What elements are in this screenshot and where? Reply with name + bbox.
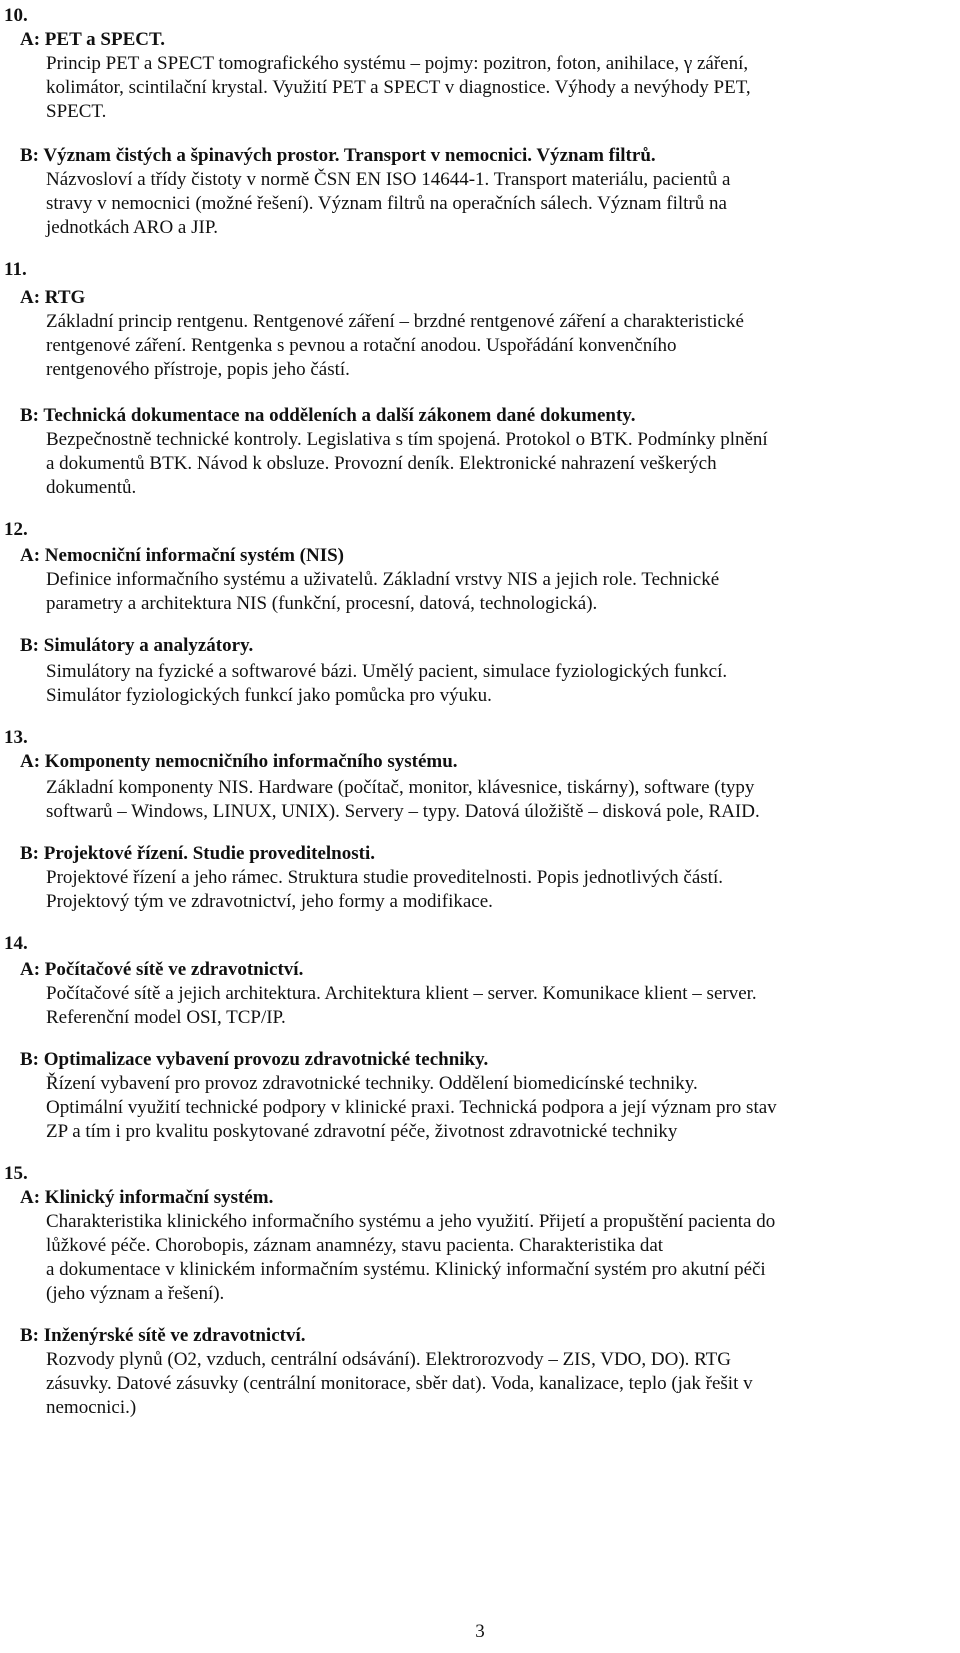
text-line: softwarů – Windows, LINUX, UNIX). Servery – typy. Datová úložiště – disková pole, RAID. <box>46 801 760 822</box>
text-line: jednotkách ARO a JIP. <box>46 217 219 238</box>
text-line: Optimální využití technické podpory v klinické praxi. Technická podpora a její význam pro stav <box>46 1097 777 1118</box>
text-line: Názvosloví a třídy čistoty v normě ČSN EN ISO 14644-1. Transport materiálu, pacientů a <box>46 169 731 190</box>
page-number: 3 <box>475 1621 485 1642</box>
text-line: Základní princip rentgenu. Rentgenové záření – brzdné rentgenové záření a charakteristické <box>46 311 744 332</box>
text-line: Referenční model OSI, TCP/IP. <box>46 1007 286 1028</box>
topic-heading: B: Optimalizace vybavení provozu zdravotnické techniky. <box>20 1049 489 1070</box>
text-line: Charakteristika klinického informačního systému a jeho využití. Přijetí a propuštění pacienta do <box>46 1211 776 1232</box>
text-line: rentgenového přístroje, popis jeho částí. <box>46 359 350 380</box>
text-line: Projektové řízení a jeho rámec. Struktura studie proveditelnosti. Popis jednotlivých částí. <box>46 867 723 888</box>
text-line: a dokumentů BTK. Návod k obsluze. Provozní deník. Elektronické nahrazení veškerých <box>46 453 717 474</box>
text-line: Princip PET a SPECT tomografického systému – pojmy: pozitron, foton, anihilace, γ záření, <box>46 53 749 74</box>
section-number: 11. <box>4 259 27 280</box>
topic-heading: B: Technická dokumentace na odděleních a další zákonem dané dokumenty. <box>20 405 636 426</box>
text-line: SPECT. <box>46 101 107 122</box>
text-line: Bezpečnostně technické kontroly. Legislativa s tím spojená. Protokol o BTK. Podmínky plnění <box>46 429 768 450</box>
topic-heading: B: Simulátory a analyzátory. <box>20 635 254 656</box>
text-line: Definice informačního systému a uživatelů. Základní vrstvy NIS a jejich role. Technické <box>46 569 720 590</box>
text-line: a dokumentace v klinickém informačním systému. Klinický informační systém pro akutní péči <box>46 1259 766 1280</box>
text-line: (jeho význam a řešení). <box>46 1283 225 1304</box>
text-line: stravy v nemocnici (možné řešení). Význam filtrů na operačních sálech. Význam filtrů na <box>46 193 727 214</box>
text-line: Řízení vybavení pro provoz zdravotnické techniky. Oddělení biomedicínské techniky. <box>46 1073 698 1094</box>
section-number: 14. <box>4 933 28 954</box>
text-line: ZP a tím i pro kvalitu poskytované zdravotní péče, životnost zdravotnické techniky <box>46 1121 678 1142</box>
topic-heading: A: Počítačové sítě ve zdravotnictví. <box>20 959 304 980</box>
text-line: kolimátor, scintilační krystal. Využití PET a SPECT v diagnostice. Výhody a nevýhody PET, <box>46 77 751 98</box>
topic-heading: B: Projektové řízení. Studie proveditelnosti. <box>20 843 375 864</box>
text-line: Počítačové sítě a jejich architektura. Architektura klient – server. Komunikace klient – server. <box>46 983 757 1004</box>
text-line: parametry a architektura NIS (funkční, procesní, datová, technologická). <box>46 593 598 614</box>
text-line: nemocnici.) <box>46 1397 137 1418</box>
topic-heading: B: Význam čistých a špinavých prostor. Transport v nemocnici. Význam filtrů. <box>20 145 656 166</box>
text-line: rentgenové záření. Rentgenka s pevnou a rotační anodou. Uspořádání konvenčního <box>46 335 677 356</box>
text-line: Základní komponenty NIS. Hardware (počítač, monitor, klávesnice, tiskárny), software (typy <box>46 777 755 798</box>
section-number: 10. <box>4 5 28 26</box>
topic-heading: A: Klinický informační systém. <box>20 1187 274 1208</box>
section-number: 12. <box>4 519 28 540</box>
topic-heading: A: PET a SPECT. <box>20 29 165 50</box>
text-line: Rozvody plynů (O2, vzduch, centrální odsávání). Elektrorozvody – ZIS, VDO, DO). RTG <box>46 1349 732 1370</box>
text-line: lůžkové péče. Chorobopis, záznam anamnézy, stavu pacienta. Charakteristika dat <box>46 1235 664 1256</box>
topic-heading: A: Nemocniční informační systém (NIS) <box>20 545 345 566</box>
text-line: Projektový tým ve zdravotnictví, jeho formy a modifikace. <box>46 891 493 912</box>
text-line: Simulátor fyziologických funkcí jako pomůcka pro výuku. <box>46 685 492 706</box>
section-number: 13. <box>4 727 28 748</box>
section-number: 15. <box>4 1163 28 1184</box>
text-line: zásuvky. Datové zásuvky (centrální monitorace, sběr dat). Voda, kanalizace, teplo (jak řešit v <box>46 1373 753 1394</box>
topic-heading: B: Inženýrské sítě ve zdravotnictví. <box>20 1325 306 1346</box>
text-line: dokumentů. <box>46 477 137 498</box>
topic-heading: A: RTG <box>20 287 86 308</box>
topic-heading: A: Komponenty nemocničního informačního systému. <box>20 751 458 772</box>
text-line: Simulátory na fyzické a softwarové bázi. Umělý pacient, simulace fyziologických funkcí. <box>46 661 728 682</box>
